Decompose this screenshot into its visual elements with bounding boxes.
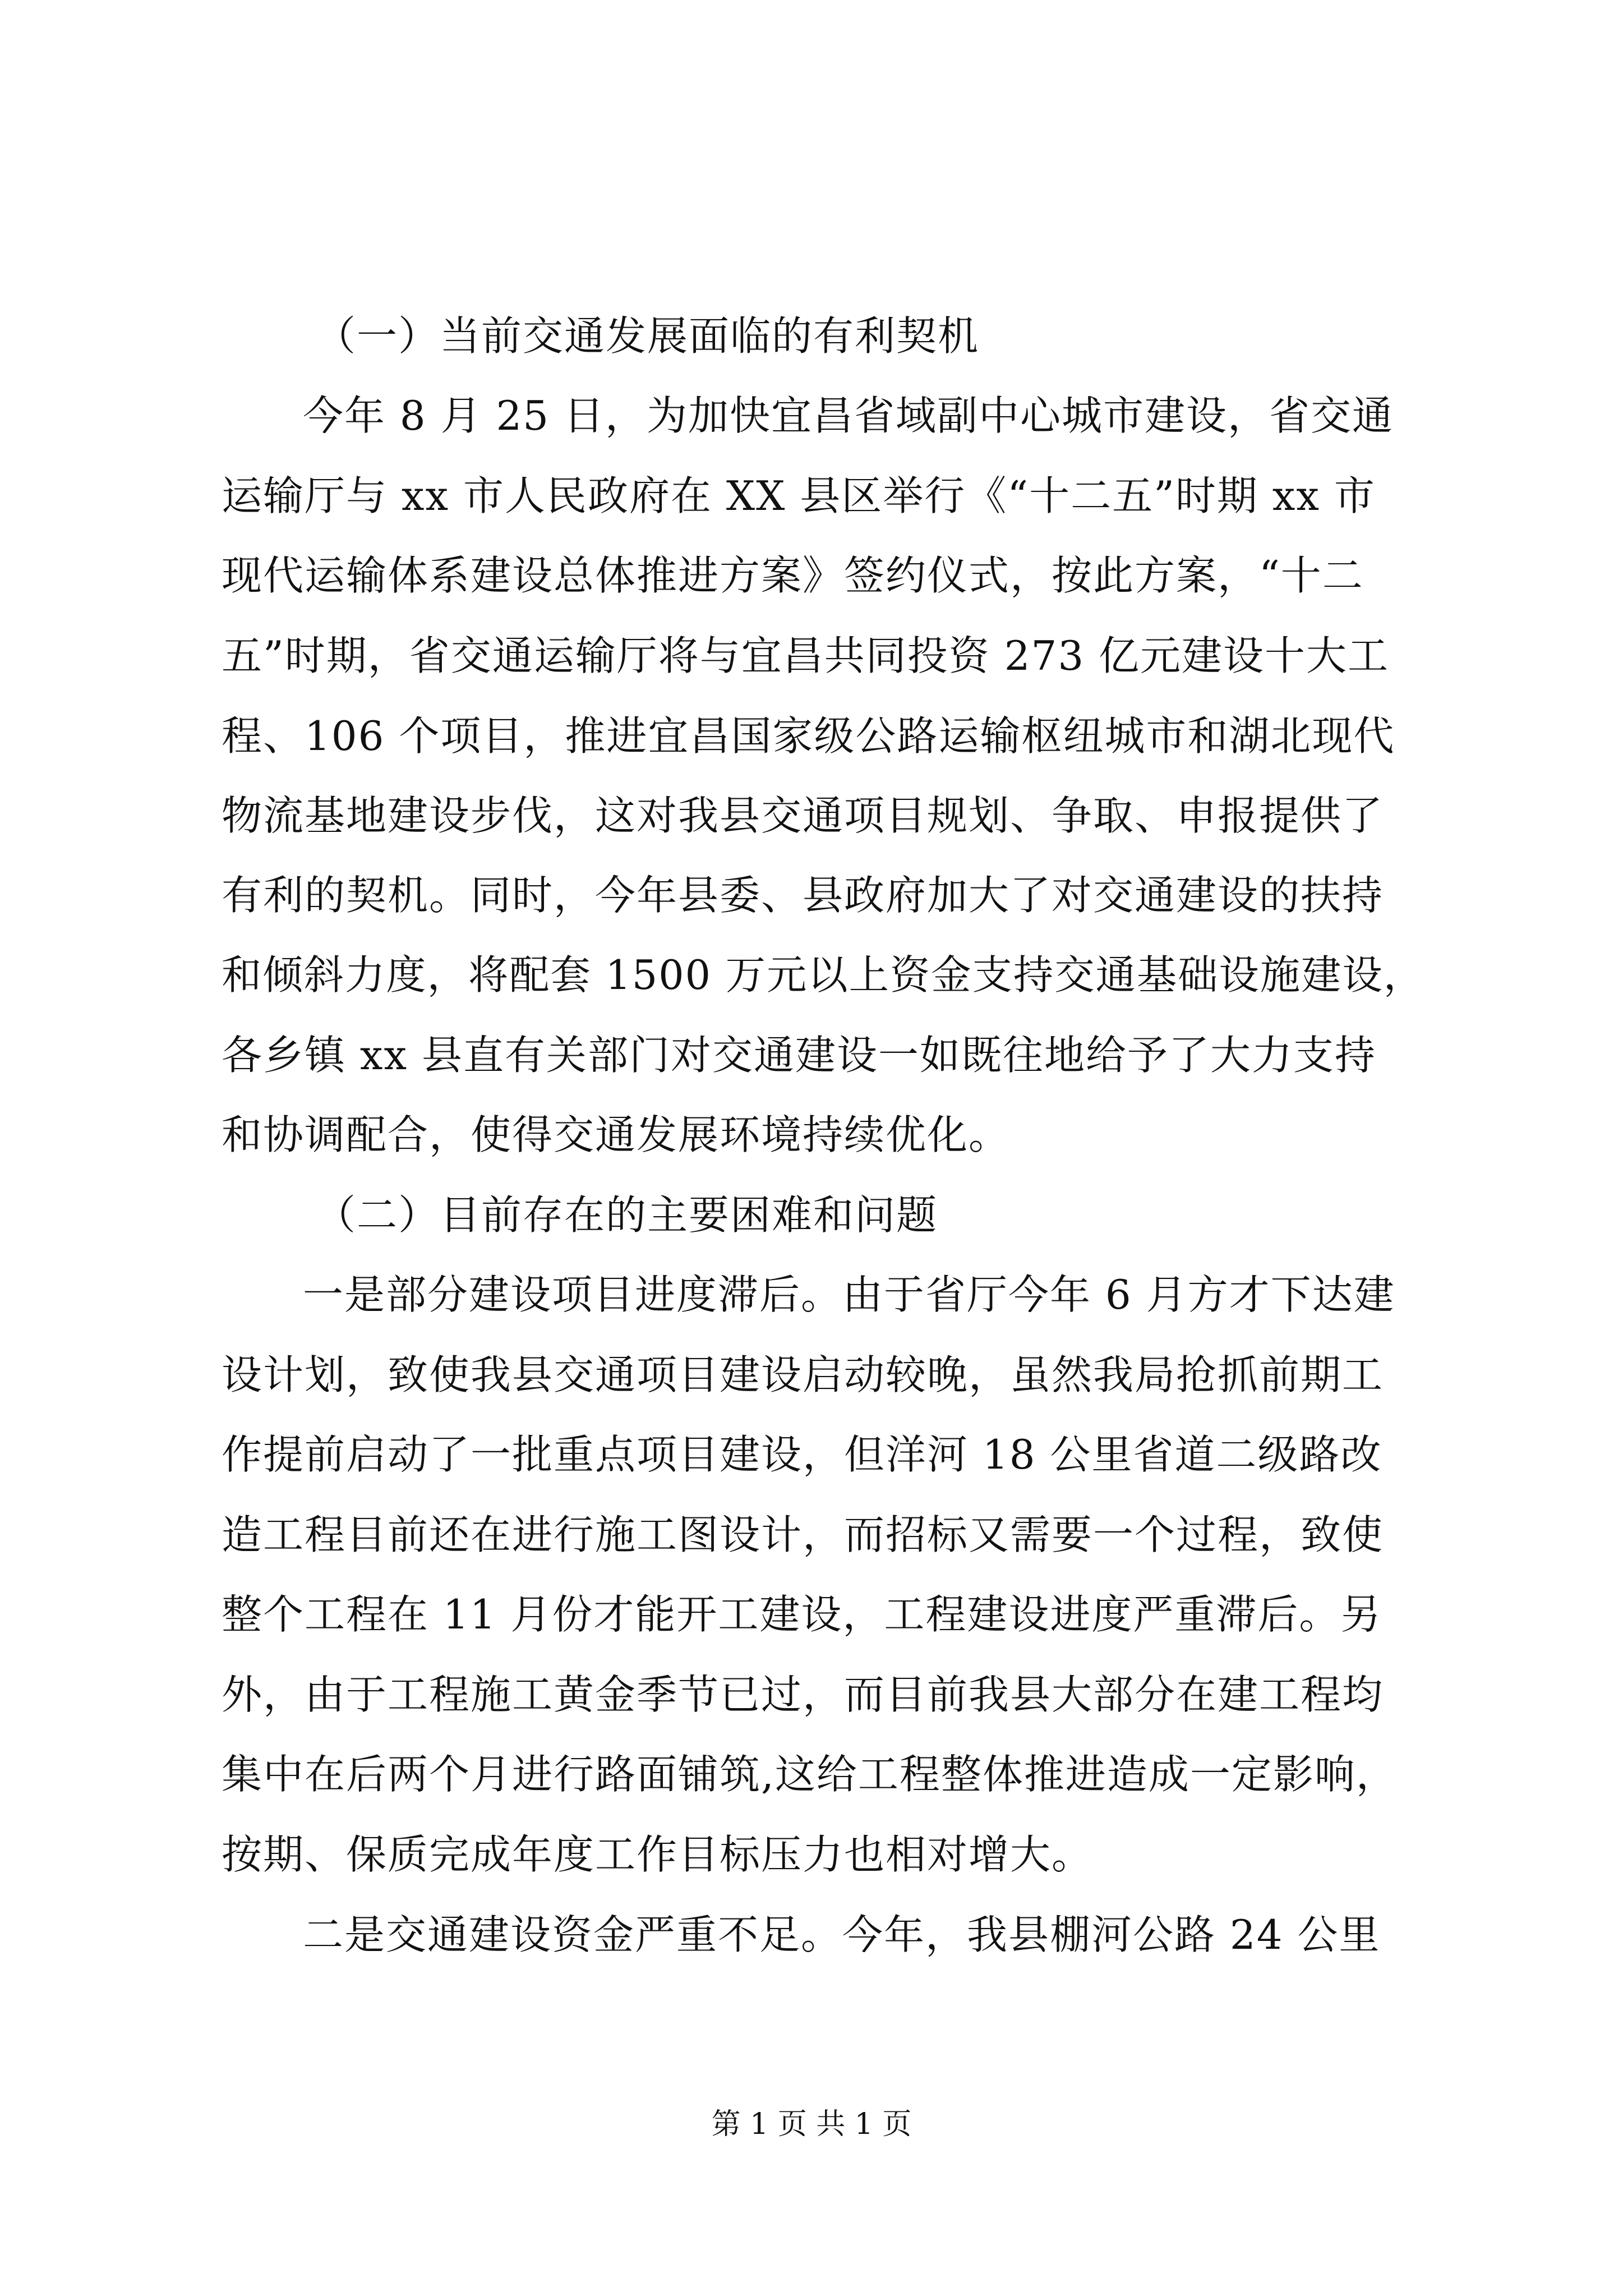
body-text-line: 二是交通建设资金严重不足。今年，我县棚河公路 24 公里	[303, 1911, 1381, 1958]
body-text-line: 物流基地建设步伐，这对我县交通项目规划、争取、申报提供了	[222, 792, 1384, 839]
body-text-line: 一是部分建设项目进度滞后。由于省厅今年 6 月方才下达建	[303, 1271, 1395, 1318]
body-text-line: 集中在后两个月进行路面铺筑,这给工程整体推进造成一定影响，	[222, 1751, 1398, 1798]
body-text-line: 造工程目前还在进行施工图设计，而招标又需要一个过程，致使	[222, 1511, 1384, 1558]
body-text-line: 有利的契机。同时，今年县委、县政府加大了对交通建设的扶持	[222, 872, 1384, 919]
body-text-line: 运输厅与 xx 市人民政府在 XX 县区举行《“十二五”时期 xx 市	[222, 472, 1376, 519]
section-heading-2: （二）目前存在的主要困难和问题	[315, 1191, 938, 1239]
body-text-line: 按期、保质完成年度工作目标压力也相对增大。	[222, 1831, 1094, 1878]
body-text-line: 作提前启动了一批重点项目建设，但洋河 18 公里省道二级路改	[222, 1431, 1382, 1478]
body-text-line: 五”时期，省交通运输厅将与宜昌共同投资 273 亿元建设十大工	[222, 632, 1390, 679]
section-heading-1: （一）当前交通发展面临的有利契机	[315, 312, 980, 360]
body-text-line: 和协调配合，使得交通发展环境持续优化。	[222, 1111, 1011, 1158]
body-text-line: 整个工程在 11 月份才能开工建设，工程建设进度严重滞后。另	[222, 1591, 1382, 1638]
body-text-line: 现代运输体系建设总体推进方案》签约仪式，按此方案，“十二	[222, 552, 1364, 599]
body-text-line: 各乡镇 xx 县直有关部门对交通建设一如既往地给予了大力支持	[222, 1032, 1376, 1079]
body-text-line: 设计划，致使我县交通项目建设启动较晚，虽然我局抢抓前期工	[222, 1351, 1384, 1398]
body-text-line: 和倾斜力度，将配套 1500 万元以上资金支持交通基础设施建设，	[222, 951, 1425, 999]
body-text-line: 程、106 个项目，推进宜昌国家级公路运输枢纽城市和湖北现代	[222, 712, 1395, 760]
body-text-line: 今年 8 月 25 日，为加快宜昌省域副中心城市建设，省交通	[303, 392, 1394, 439]
body-text-line: 外，由于工程施工黄金季节已过，而目前我县大部分在建工程均	[222, 1671, 1384, 1718]
page-number-footer: 第 1 页 共 1 页	[711, 2108, 912, 2141]
